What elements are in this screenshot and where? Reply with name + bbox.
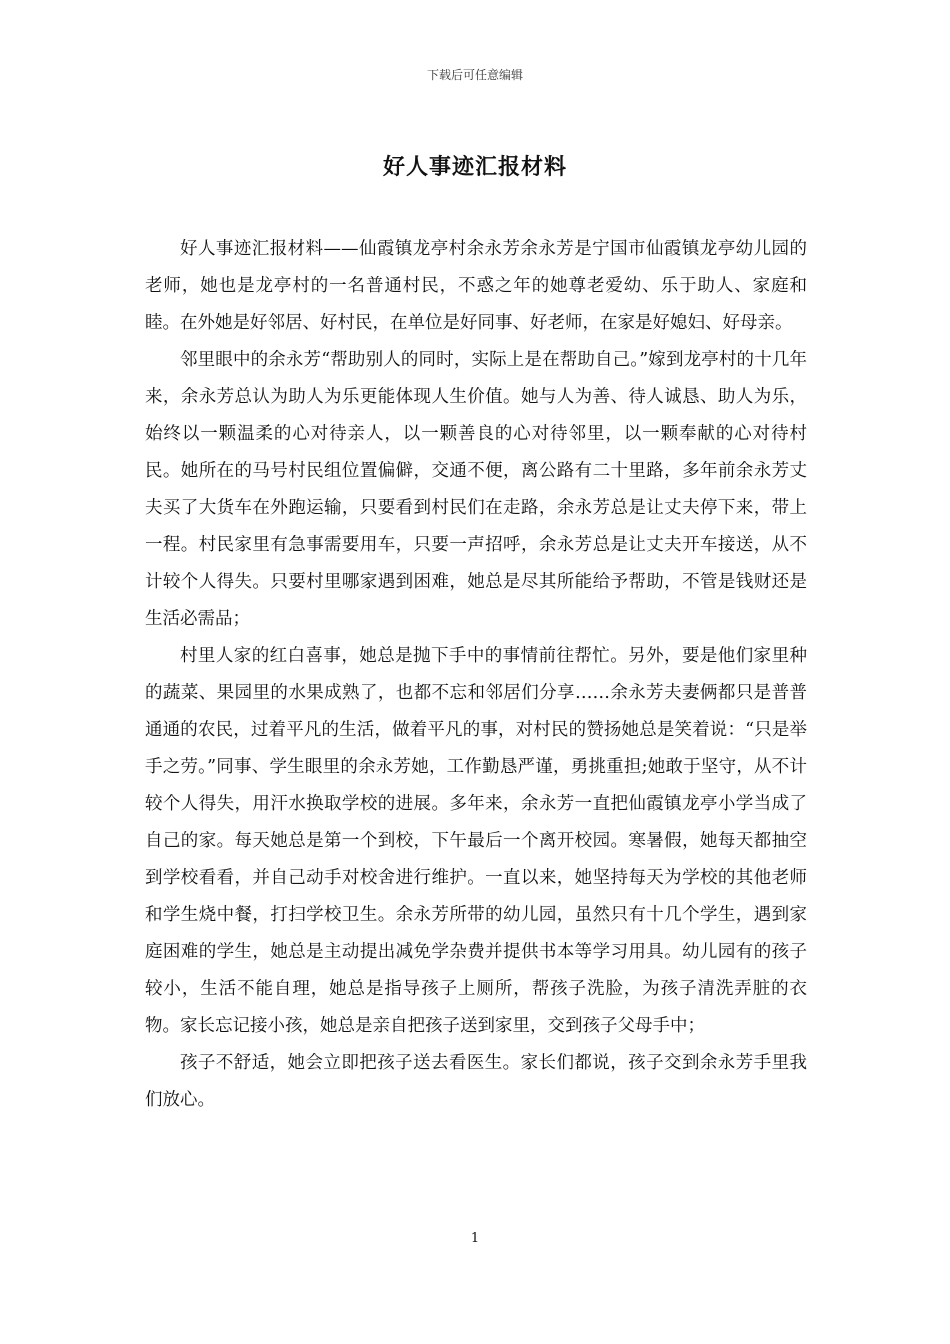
document-title: 好人事迹汇报材料 xyxy=(382,154,567,180)
paragraph-2: 邻里眼中的余永芳“帮助别人的同时，实际上是在帮助自己。”嫁到龙亭村的十几年来，余永芳总认为助人为乐更能体现人生价值。她与人为善、待人诚恳、助人为乐，始终以一颗温柔的心对待亲人，以一颗善良的心对待邻里，以一颗奉献的心对待村民。她所在的马号村民组位置偏僻，交通不便，离公路有二十里路，多年前余永芳丈夫买了大货车在外跑运输，只要看到村民们在走路，余永芳总是让丈夫停下来，带上一程。村民家里有急事需要用车，只要一声招呼，余永芳总是让丈夫开车接送，从不计较个人得失。只要村里哪家遇到困难，她总是尽其所能给予帮助，不管是钱财还是生活必需品； xyxy=(145,350,807,629)
header-note: 下载后可任意编辑 xyxy=(426,68,523,82)
paragraph-3: 村里人家的红白喜事，她总是抛下手中的事情前往帮忙。另外，要是他们家里种的蔬菜、果园里的水果成熟了，也都不忘和邻居们分享……余永芳夫妻俩都只是普普通通的农民，过着平凡的生活，做着平凡的事，对村民的赞扬她总是笑着说：“只是举手之劳。”同事、学生眼里的余永芳她，工作勤恳严谨，勇挑重担;她敢于坚守，从不计较个人得失，用汗水换取学校的进展。多年来，余永芳一直把仙霞镇龙亭小学当成了自己的家。每天她总是第一个到校，下午最后一个离开校园。寒暑假，她每天都抽空到学校看看，并自己动手对校舍进行维护。一直以来，她坚持每天为学校的其他老师和学生烧中餐，打扫学校卫生。余永芳所带的幼儿园，虽然只有十几个学生，遇到家庭困难的学生，她总是主动提出减免学杂费并提供书本等学习用具。幼儿园有的孩子较小，生活不能自理，她总是指导孩子上厕所，帮孩子洗脸，为孩子清洗弄脏的衣物。家长忘记接小孩，她总是亲自把孩子送到家里，交到孩子父母手中； xyxy=(145,646,807,1036)
page-number: 1 xyxy=(470,1231,480,1246)
paragraph-1: 好人事迹汇报材料——仙霞镇龙亭村余永芳余永芳是宁国市仙霞镇龙亭幼儿园的老师，她也是龙亭村的一名普通村民，不惑之年的她尊老爱幼、乐于助人、家庭和睦。在外她是好邻居、好村民，在单位是好同事、好老师，在家是好媳妇、好母亲。 xyxy=(145,239,807,333)
paragraph-4: 孩子不舒适，她会立即把孩子送去看医生。家长们都说，孩子交到余永芳手里我们放心。 xyxy=(145,1053,807,1110)
document-body xyxy=(145,231,807,1119)
